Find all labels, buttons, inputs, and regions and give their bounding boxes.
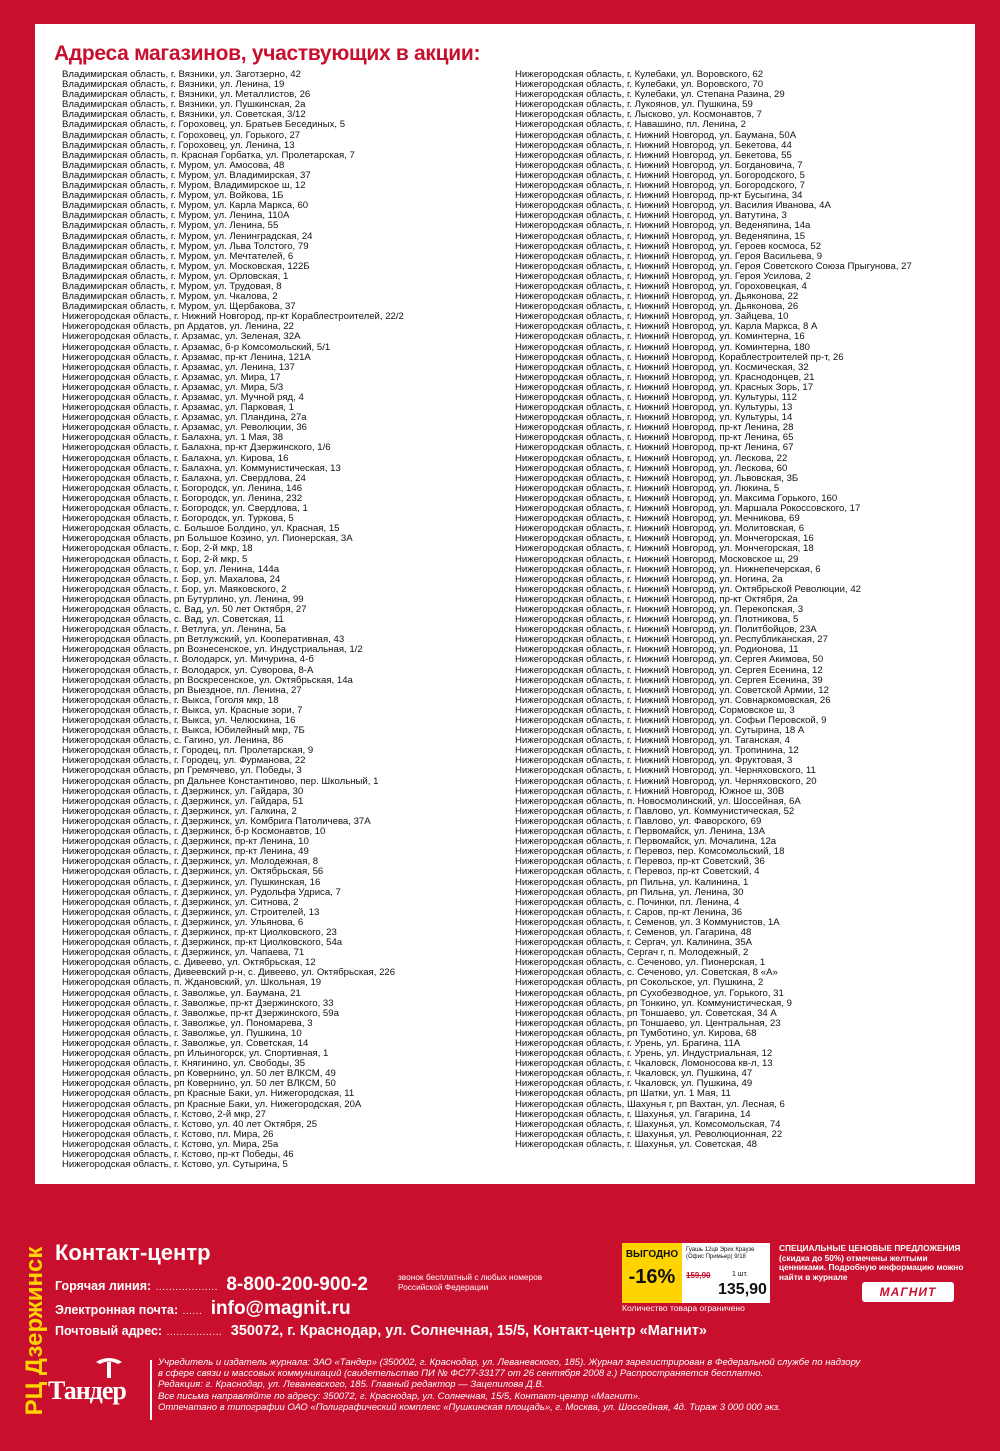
- price-tag-percent: -16%: [628, 1266, 676, 1288]
- address-item: Нижегородская область, г. Дзержинск, ул. Молодежная, 8: [62, 857, 319, 868]
- address-item: Нижегородская область, Шахунья г, рп Вахтан, ул. Лесная, 6: [515, 1099, 785, 1110]
- address-item: Нижегородская область, г. Кстово, пл. Мира, 26: [62, 1129, 274, 1140]
- address-item: Нижегородская область, г. Дзержинск, ул. Строителей, 13: [62, 907, 320, 918]
- address-item: Нижегородская область, г. Чкаловск, Ломоносова кв-л, 13: [515, 1059, 773, 1070]
- address-item: Нижегородская область, г. Семенов, ул. 3 Коммунистов, 1А: [515, 917, 780, 928]
- imprint-text: [158, 1357, 988, 1413]
- address-item: Нижегородская область, г. Нижний Новгород, пр-кт Ленина, 28: [515, 423, 794, 434]
- imprint-line: Отпечатано в типографии ОАО «Полиграфический комплекс «Пушкинская площадь», г. Москва, ул. Шоссейная, 4д. Тираж 3 000 000 экз.: [158, 1401, 781, 1413]
- address-item: Нижегородская область, г. Сергач, ул. Калинина, 35А: [515, 938, 753, 949]
- address-item: Нижегородская область, г. Нижний Новгород, ул. Перекопская, 3: [515, 604, 804, 615]
- address-item: Нижегородская область, г. Нижний Новгород, ул. Черняховского, 11: [515, 766, 816, 777]
- address-item: Нижегородская область, г. Кулебаки, ул. Воровского, 70: [515, 80, 764, 91]
- address-item: Нижегородская область, г. Арзамас, ул. Революции, 36: [62, 423, 308, 434]
- address-item: Нижегородская область, г. Нижний Новгород, ул. Краснодонцев, 21: [515, 372, 815, 383]
- brand-vertical: [20, 1236, 50, 1426]
- address-item: Нижегородская область, с. Вад, ул. 50 лет Октября, 27: [62, 604, 307, 615]
- address-item: Нижегородская область, рп Пильна, ул. Ленина, 30: [515, 887, 744, 898]
- price-tag-new-price: 135,90: [718, 1281, 767, 1298]
- address-item: Нижегородская область, г. Павлово, ул. Фаворского, 69: [515, 816, 762, 827]
- address-item: Нижегородская область, г. Ветлуга, ул. Ленина, 5а: [62, 625, 287, 636]
- address-item: Нижегородская область, рп Красные Баки, ул. Нижегородская, 11: [62, 1089, 355, 1100]
- address-item: Нижегородская область, г. Нижний Новгород, ул. Коминтерна, 16: [515, 332, 805, 343]
- address-item: Нижегородская область, п. Новосмолинский, ул. Шоссейная, 6А: [515, 796, 801, 807]
- address-item: Нижегородская область, г. Нижний Новгород, ул. Сергея Акимова, 50: [515, 655, 824, 666]
- address-item: Нижегородская область, г. Володарск, ул. Мичурина, 4-б: [62, 655, 314, 666]
- address-item: Нижегородская область, г. Нижний Новгород, ул. Василия Иванова, 4А: [515, 201, 831, 212]
- address-item: Нижегородская область, г. Нижний Новгород, ул. Ногина, 2а: [515, 574, 783, 585]
- address-item: Нижегородская область, г. Урень, ул. Брагина, 11А: [515, 1039, 741, 1049]
- address-item: Нижегородская область, рп Пильна, ул. Калинина, 1: [515, 877, 749, 888]
- address-item: Нижегородская область, г. Нижний Новгород, ул. Богдановича, 7: [515, 160, 803, 171]
- address-item: Нижегородская область, рп Тонкино, ул. Коммунистическая, 9: [515, 998, 792, 1009]
- address-item: Нижегородская область, г. Нижний Новгород, ул. Таганская, 4: [515, 736, 790, 747]
- address-item: Владимирская область, г. Гороховец, ул. Горького, 27: [62, 130, 301, 141]
- address-item: Нижегородская область, г. Нижний Новгород, ул. Тропинина, 12: [515, 746, 799, 757]
- magnit-logo: [862, 1282, 954, 1302]
- address-item: Нижегородская область, г. Чкаловск, ул. Пушкина, 49: [515, 1079, 753, 1090]
- brand-vertical-text: РЦ Дзержинск: [21, 1246, 48, 1416]
- address-item: Нижегородская область, рп Бутурлино, ул. Ленина, 99: [62, 594, 304, 605]
- address-item: Нижегородская область, г. Дзержинск, ул. Комбрига Патоличева, 37А: [62, 816, 371, 827]
- address-item: Нижегородская область, г. Нижний Новгород, ул. Родионова, 11: [515, 645, 799, 656]
- address-item: Нижегородская область, г. Богородск, ул. Ленина, 146: [62, 483, 303, 494]
- address-item: Нижегородская область, г. Нижний Новгород, ул. Максима Горького, 160: [515, 493, 838, 504]
- address-item: Нижегородская область, г. Нижний Новгород, ул. Карла Маркса, 8 А: [515, 322, 818, 333]
- address-item: Нижегородская область, г. Лысково, ул. Космонавтов, 7: [515, 110, 762, 121]
- address-item: Нижегородская область, г. Дзержинск, б-р Космонавтов, 10: [62, 827, 326, 838]
- post-address: 350072, г. Краснодар, ул. Солнечная, 15/5, Контакт-центр «Магнит»: [230, 1323, 707, 1339]
- address-item: Нижегородская область, г. Дзержинск, ул. Гайдара, 51: [62, 796, 304, 807]
- address-item: Нижегородская область, г. Нижний Новгород, ул. Дьяконова, 22: [515, 292, 799, 303]
- price-tag-discount: [622, 1243, 682, 1303]
- address-item: Нижегородская область, г. Балахна, ул. Коммунистическая, 13: [62, 463, 341, 474]
- address-item: Нижегородская область, г. Дзержинск, ул. Галкина, 2: [62, 806, 297, 817]
- address-item: Нижегородская область, г. Нижний Новгород, ул. Героев космоса, 52: [515, 241, 822, 252]
- address-item: Нижегородская область, г. Нижний Новгород, ул. Героя Советского Союза Прыгунова, 27: [515, 261, 912, 272]
- address-item: Нижегородская область, рп Тумботино, ул. Кирова, 68: [515, 1028, 757, 1039]
- address-item: Нижегородская область, г. Дзержинск, ул. Рудольфа Удриса, 7: [62, 887, 341, 898]
- address-item: Нижегородская область, рп Дальнее Константиново, пер. Школьный, 1: [62, 776, 379, 787]
- address-item: Нижегородская область, г. Шахунья, ул. Комсомольская, 74: [515, 1119, 781, 1130]
- address-item: Нижегородская область, г. Городец, пл. Пролетарская, 9: [62, 746, 314, 757]
- address-item: Нижегородская область, рп Гремячево, ул. Победы, 3: [62, 766, 302, 777]
- address-item: Нижегородская область, г. Балахна, ул. 1 Мая, 38: [62, 433, 284, 444]
- address-item: Владимирская область, г. Муром, ул. Щербакова, 37: [62, 302, 296, 313]
- address-item: Нижегородская область, г. Нижний Новгород, ул. Коминтерна, 180: [515, 342, 811, 353]
- address-item: Нижегородская область, г. Перевоз, пр-кт Советский, 36: [515, 857, 765, 868]
- address-item: Нижегородская область, г. Дзержинск, ул. Гайдара, 30: [62, 786, 304, 797]
- address-item: Нижегородская область, г. Дзержинск, пр-кт Циолковского, 54а: [62, 938, 343, 949]
- imprint-line: Учредитель и издатель журнала: ЗАО «Тандер» (350002, г. Краснодар, ул. Леваневского, 185). Журнал зарегистрирован в Федеральной службе по надзору: [158, 1357, 861, 1368]
- address-item: Нижегородская область, г. Выкса, Юбилейный мкр, 7Б: [62, 726, 305, 737]
- address-item: Нижегородская область, г. Дзержинск, ул. Ситнова, 2: [62, 897, 299, 908]
- address-item: Владимирская область, г. Муром, ул. Московская, 122Б: [62, 261, 310, 272]
- email-link[interactable]: info@magnit.ru: [210, 1298, 351, 1319]
- address-item: Нижегородская область, г. Заволжье, ул. Пушкина, 10: [62, 1028, 302, 1039]
- address-item: Нижегородская область, г. Нижний Новгород, ул. Бекетова, 44: [515, 140, 792, 151]
- address-item: Владимирская область, г. Муром, Владимирское ш, 12: [62, 181, 306, 192]
- address-item: Владимирская область, г. Муром, ул. Карла Маркса, 60: [62, 201, 309, 212]
- address-item: Нижегородская область, г. Нижний Новгород, ул. Героя Усилова, 2: [515, 271, 811, 282]
- address-item: Нижегородская область, г. Шахунья, ул. Советская, 48: [515, 1139, 757, 1150]
- address-item: Нижегородская область, г. Балахна, ул. Кирова, 16: [62, 453, 289, 464]
- address-item: Нижегородская область, г. Дзержинск, ул. Чапаева, 71: [62, 948, 305, 959]
- address-item: Нижегородская область, г. Нижний Новгород, ул. Баумана, 50А: [515, 130, 797, 141]
- address-item: Нижегородская область, г. Богородск, ул. Туркова, 5: [62, 514, 294, 525]
- address-item: Нижегородская область, г. Нижний Новгород, ул. Веденяпина, 14а: [515, 221, 811, 232]
- address-item: Нижегородская область, г. Нижний Новгород, ул. Дьяконова, 26: [515, 302, 799, 313]
- address-item: Нижегородская область, г. Выкса, Гоголя мкр, 18: [62, 695, 279, 706]
- address-item: Нижегородская область, г. Дзержинск, ул. Пушкинская, 16: [62, 877, 321, 888]
- address-item: Нижегородская область, г. Дзержинск, пр-кт Ленина, 10: [62, 837, 309, 848]
- post-dots: .................: [166, 1327, 223, 1338]
- address-item: Нижегородская область, г. Арзамас, ул. Мира, 5/3: [62, 382, 284, 393]
- address-item: Нижегородская область, г. Нижний Новгород, ул. Сергея Есенина, 12: [515, 665, 823, 676]
- address-item: Нижегородская область, г. Нижний Новгород, ул. Ватутина, 3: [515, 211, 787, 222]
- address-item: Нижегородская область, г. Первомайск, ул. Мочалина, 12а: [515, 837, 777, 848]
- address-item: Нижегородская область, г. Нижний Новгород, ул. Мечникова, 69: [515, 514, 800, 525]
- address-item: Нижегородская область, г. Выкса, ул. Красные зори, 7: [62, 705, 303, 716]
- address-item: Нижегородская область, г. Нижний Новгород, ул. Культуры, 112: [515, 393, 797, 403]
- address-item: Нижегородская область, г. Нижний Новгород, ул. Сутырина, 18 А: [515, 726, 805, 737]
- address-item: Нижегородская область, г. Богородск, ул. Свердлова, 1: [62, 504, 308, 515]
- email-label: Электронная почта:: [55, 1303, 179, 1317]
- address-item: Нижегородская область, г. Шахунья, ул. Гагарина, 14: [515, 1109, 751, 1120]
- address-item: Нижегородская область, рп Тоншаево, ул. Советская, 34 А: [515, 1008, 777, 1019]
- address-item: Владимирская область, г. Муром, ул. Амосова, 48: [62, 160, 285, 171]
- address-item: Нижегородская область, с. Большое Болдино, ул. Красная, 15: [62, 524, 340, 535]
- address-item: Нижегородская область, г. Нижний Новгород, пр-кт Ленина, 67: [515, 443, 794, 454]
- address-item: Нижегородская область, рп Сокольское, ул. Пушкина, 2: [515, 978, 764, 989]
- address-item: Нижегородская область, рп Вознесенское, ул. Индустриальная, 1/2: [62, 645, 363, 656]
- address-item: Нижегородская область, г. Нижний Новгород, ул. Маршала Рокоссовского, 17: [515, 504, 861, 515]
- address-item: Нижегородская область, рп Ильиногорск, ул. Спортивная, 1: [62, 1049, 329, 1060]
- special-offers-text: СПЕЦИАЛЬНЫЕ ЦЕНОВЫЕ ПРЕДЛОЖЕНИЯ (скидка до 50%) отмечены желтыми ценниками. Подробную информацию можно найти в журнале: [779, 1243, 964, 1282]
- address-item: Нижегородская область, г. Чкаловск, ул. Пушкина, 47: [515, 1069, 753, 1080]
- address-item: Нижегородская область, г. Заволжье, пр-кт Дзержинского, 59а: [62, 1008, 339, 1019]
- address-list-left: [62, 70, 502, 1170]
- address-item: Владимирская область, г. Муром, ул. Чкалова, 2: [62, 292, 278, 303]
- address-item: Нижегородская область, г. Выкса, ул. Челюскина, 16: [62, 716, 296, 726]
- address-item: Владимирская область, г. Вязники, ул. Ленина, 19: [62, 80, 285, 91]
- hotline-label: Горячая линия:: [55, 1279, 152, 1293]
- address-item: Нижегородская область, г. Арзамас, ул. Пландина, 27а: [62, 413, 307, 424]
- address-item: Нижегородская область, г. Нижний Новгород, ул. Культуры, 14: [515, 413, 793, 424]
- price-tag-old-price: 159,90: [686, 1271, 711, 1280]
- address-item: Нижегородская область, г. Кстово, ул. 40 лет Октября, 25: [62, 1119, 318, 1130]
- address-item: Нижегородская область, рп Красные Баки, ул. Нижегородская, 20А: [62, 1099, 362, 1110]
- address-item: Нижегородская область, г. Нижний Новгород, ул. Октябрьской Революции, 42: [515, 584, 861, 595]
- address-item: Нижегородская область, г. Бор, ул. Махалова, 24: [62, 574, 281, 585]
- address-item: Нижегородская область, г. Кстово, пр-кт Победы, 46: [62, 1150, 294, 1161]
- address-item: Нижегородская область, г. Нижний Новгород, ул. Героя Васильева, 9: [515, 251, 823, 262]
- address-item: Нижегородская область, г. Арзамас, пр-кт Ленина, 121А: [62, 352, 311, 363]
- tander-logo-text: Тандер: [48, 1376, 126, 1405]
- address-item: Нижегородская область, с. Гагино, ул. Ленина, 86: [62, 736, 284, 747]
- contact-center-title: Контакт-центр: [55, 1240, 211, 1265]
- page-title: Адреса магазинов, участвующих в акции:: [54, 42, 481, 65]
- address-item: Владимирская область, г. Муром, ул. Войкова, 1Б: [62, 191, 284, 202]
- address-item: Владимирская область, г. Муром, ул. Владимирская, 37: [62, 170, 311, 181]
- address-item: Нижегородская область, г. Арзамас, ул. Мира, 17: [62, 372, 281, 383]
- address-item: Нижегородская область, г. Нижний Новгород, пр-кт Ленина, 65: [515, 433, 794, 444]
- address-item: Нижегородская область, г. Нижний Новгород, ул. Культуры, 13: [515, 403, 793, 414]
- address-item: Нижегородская область, г. Нижний Новгород, Сормовское ш, 3: [515, 705, 795, 716]
- address-item: Владимирская область, п. Красная Горбатка, ул. Пролетарская, 7: [62, 150, 355, 161]
- address-item: Нижегородская область, г. Кстово, ул. Сутырина, 5: [62, 1160, 288, 1171]
- address-item: Нижегородская область, г. Богородск, ул. Ленина, 232: [62, 493, 303, 504]
- address-item: Нижегородская область, г. Заволжье, ул. Советская, 14: [62, 1039, 309, 1049]
- address-item: Нижегородская область, рп Большое Козино, ул. Пионерская, 3А: [62, 534, 353, 545]
- imprint-line: Редакция: г. Краснодар, ул. Леваневского, 185. Главный редактор — Зацепилова Д.В.: [158, 1379, 545, 1391]
- address-item: Нижегородская область, г. Дзержинск, пр-кт Ленина, 49: [62, 847, 309, 858]
- address-item: Нижегородская область, рп Ковернино, ул. 50 лет ВЛКСМ, 50: [62, 1079, 336, 1090]
- address-item: Владимирская область, г. Гороховец, ул. Братьев Бесединых, 5: [62, 120, 346, 131]
- address-item: Нижегородская область, г. Нижний Новгород, Кораблестроителей пр-т, 26: [515, 352, 844, 363]
- address-item: Владимирская область, г. Вязники, ул. Пушкинская, 2а: [62, 100, 306, 111]
- address-item: Нижегородская область, г. Заволжье, ул. Пономарева, 3: [62, 1018, 313, 1029]
- address-item: Владимирская область, г. Вязники, ул. Советская, 3/12: [62, 110, 306, 121]
- address-item: Нижегородская область, г. Нижний Новгород, ул. Плотникова, 5: [515, 615, 799, 626]
- address-item: Нижегородская область, г. Нижний Новгород, ул. Богородского, 5: [515, 170, 805, 181]
- address-list-right: [515, 70, 955, 1150]
- address-item: Владимирская область, г. Муром, ул. Ленина, 55: [62, 221, 279, 232]
- address-item: Нижегородская область, г. Нижний Новгород, Московское ш, 29: [515, 554, 799, 565]
- address-item: Нижегородская область, г. Дзержинск, пр-кт Циолковского, 23: [62, 927, 337, 938]
- address-item: Нижегородская область, г. Нижний Новгород, ул. Фруктовая, 3: [515, 756, 793, 767]
- address-item: Нижегородская область, г. Нижний Новгород, ул. Бекетова, 55: [515, 150, 792, 161]
- address-item: Нижегородская область, Сергач г, п. Молодежный, 2: [515, 948, 749, 959]
- address-item: Владимирская область, г. Гороховец, ул. Ленина, 13: [62, 140, 295, 151]
- address-item: Нижегородская область, г. Нижний Новгород, ул. Совнаркомовская, 26: [515, 695, 831, 706]
- hotline-note: звонок бесплатный с любых номеров Российской Федерации: [398, 1272, 543, 1292]
- address-item: Нижегородская область, рп Ковернино, ул. 50 лет ВЛКСМ, 49: [62, 1069, 336, 1080]
- address-item: Нижегородская область, г. Нижний Новгород, Южное ш, 30В: [515, 786, 785, 797]
- address-item: Нижегородская область, г. Заволжье, ул. Баумана, 21: [62, 988, 301, 999]
- address-item: Нижегородская область, г. Бор, 2-й мкр, 5: [62, 554, 248, 565]
- address-item: Нижегородская область, г. Нижний Новгород, ул. Веденяпина, 15: [515, 231, 806, 242]
- hotline-row: [55, 1274, 368, 1296]
- address-item: Нижегородская область, п. Ждановский, ул. Школьная, 19: [62, 978, 322, 989]
- address-item: Нижегородская область, г. Городец, ул. Фурманова, 22: [62, 756, 306, 767]
- address-item: Нижегородская область, г. Нижний Новгород, пр-кт Октября, 2а: [515, 594, 798, 605]
- address-item: Нижегородская область, с. Дивеево, ул. Октябрьская, 12: [62, 958, 316, 969]
- address-item: Владимирская область, г. Муром, ул. Льва Толстого, 79: [62, 241, 309, 252]
- address-item: Нижегородская область, г. Кулебаки, ул. Воровского, 62: [515, 70, 764, 80]
- tander-mark-icon: [94, 1354, 124, 1378]
- address-item: Нижегородская область, г. Нижний Новгород, пр-кт Кораблестроителей, 22/2: [62, 312, 404, 323]
- address-item: Нижегородская область, г. Навашино, пл. Ленина, 2: [515, 120, 746, 131]
- address-item: Нижегородская область, г. Кстово, 2-й мкр, 27: [62, 1109, 266, 1120]
- address-item: Нижегородская область, г. Нижний Новгород, ул. Красных Зорь, 17: [515, 382, 814, 393]
- address-item: Нижегородская область, г. Лукоянов, ул. Пушкина, 59: [515, 100, 753, 111]
- address-item: Нижегородская область, г. Нижний Новгород, ул. Республиканская, 27: [515, 635, 828, 646]
- address-item: Нижегородская область, г. Балахна, пр-кт Дзержинского, 1/6: [62, 443, 331, 454]
- address-item: Владимирская область, г. Муром, ул. Ленина, 110А: [62, 211, 290, 222]
- address-item: Нижегородская область, рп Сухобезводное, ул. Горького, 31: [515, 988, 784, 999]
- address-item: Нижегородская область, г. Павлово, ул. Коммунистическая, 52: [515, 806, 795, 817]
- address-item: Нижегородская область, г. Нижний Новгород, ул. Молитовская, 6: [515, 524, 805, 535]
- address-item: Нижегородская область, с. Вад, ул. Советская, 11: [62, 615, 284, 626]
- email-row: [55, 1298, 351, 1320]
- address-item: Нижегородская область, г. Урень, ул. Индустриальная, 12: [515, 1049, 773, 1060]
- address-item: Нижегородская область, г. Бор, ул. Ленина, 144а: [62, 564, 280, 575]
- hotline-dots: ...................: [155, 1282, 218, 1293]
- address-item: Нижегородская область, г. Володарск, ул. Суворова, 8-А: [62, 665, 314, 676]
- address-item: Нижегородская область, г. Нижний Новгород, ул. Мончегорская, 16: [515, 534, 814, 545]
- imprint-line: Все письма направляйте по адресу: 350072, г. Краснодар, ул. Солнечная, 15/5, Контакт-центр «Магнит».: [158, 1390, 641, 1402]
- address-item: Нижегородская область, г. Нижний Новгород, ул. Богородского, 7: [515, 181, 805, 192]
- address-item: Нижегородская область, г. Перевоз, пер. Комсомольский, 18: [515, 847, 785, 858]
- address-item: Нижегородская область, г. Нижний Новгород, ул. Космическая, 32: [515, 362, 809, 373]
- address-item: Нижегородская область, с. Сеченово, ул. Советская, 8 «А»: [515, 968, 778, 979]
- address-item: Владимирская область, г. Вязники, ул. Металлистов, 26: [62, 90, 311, 101]
- address-item: Нижегородская область, рп Тоншаево, ул. Центральная, 23: [515, 1018, 781, 1029]
- address-item: Нижегородская область, г. Арзамас, ул. Зеленая, 32А: [62, 332, 301, 343]
- address-item: Нижегородская область, г. Нижний Новгород, ул. Нижнепечерская, 6: [515, 564, 821, 575]
- address-item: Нижегородская область, г. Нижний Новгород, ул. Зайцева, 10: [515, 312, 789, 323]
- address-item: Нижегородская область, г. Нижний Новгород, ул. Лескова, 22: [515, 453, 788, 464]
- address-item: Нижегородская область, с. Починки, пл. Ленина, 4: [515, 897, 740, 908]
- address-item: Нижегородская область, г. Нижний Новгород, ул. Сергея Есенина, 39: [515, 675, 823, 686]
- address-item: Нижегородская область, г. Нижний Новгород, ул. Политбойцов, 23А: [515, 625, 817, 636]
- address-item: Нижегородская область, г. Кулебаки, ул. Степана Разина, 29: [515, 90, 785, 101]
- post-row: [55, 1322, 707, 1340]
- address-item: Нижегородская область, г. Дзержинск, ул. Октябрьская, 56: [62, 867, 324, 878]
- address-panel: [35, 24, 975, 1184]
- address-item: Владимирская область, г. Муром, ул. Ленинградская, 24: [62, 231, 313, 242]
- address-item: Нижегородская область, г. Бор, ул. Маяковского, 2: [62, 584, 287, 595]
- address-item: Владимирская область, г. Муром, ул. Трудовая, 8: [62, 281, 282, 292]
- magnit-logo-text: МАГНИТ: [879, 1285, 937, 1299]
- address-item: Нижегородская область, г. Семенов, ул. Гагарина, 48: [515, 927, 752, 938]
- price-tag-word: ВЫГОДНО: [625, 1249, 679, 1260]
- address-item: Нижегородская область, рп Шатки, ул. 1 Мая, 11: [515, 1089, 731, 1100]
- address-item: Нижегородская область, г. Княгинино, ул. Свободы, 35: [62, 1059, 306, 1070]
- address-item: Нижегородская область, рп Выездное, пл. Ленина, 27: [62, 685, 302, 696]
- address-item: Нижегородская область, г. Нижний Новгород, ул. Советской Армии, 12: [515, 685, 829, 696]
- address-item: Нижегородская область, г. Нижний Новгород, пр-кт Бусыгина, 34: [515, 191, 803, 202]
- price-tag-qty: 1 шт.: [732, 1271, 748, 1278]
- address-item: Владимирская область, г. Вязники, ул. Заготзерно, 42: [62, 70, 301, 80]
- promo-limit-note: Количество товара ограничено: [622, 1303, 745, 1313]
- address-item: Нижегородская область, рп Ветлужский, ул. Кооперативная, 43: [62, 635, 345, 646]
- address-item: Нижегородская область, г. Арзамас, б-р Комсомольский, 5/1: [62, 342, 331, 353]
- address-item: Владимирская область, г. Муром, ул. Орловская, 1: [62, 271, 289, 282]
- address-item: Нижегородская область, г. Кстово, ул. Мира, 25а: [62, 1139, 279, 1150]
- imprint-line: в сфере связи и массовых коммуникаций (свидетельство ПИ № ФС77-33177 от 26 сентября 2008 г.) Распространяется бесплатно.: [158, 1368, 764, 1380]
- footer-divider: [150, 1360, 152, 1420]
- address-item: Нижегородская область, г. Нижний Новгород, ул. Черняховского, 20: [515, 776, 817, 787]
- address-item: Нижегородская область, рп Ардатов, ул. Ленина, 22: [62, 322, 294, 333]
- address-item: Нижегородская область, г. Балахна, ул. Свердлова, 24: [62, 473, 306, 484]
- address-item: Нижегородская область, Дивеевский р-н, с. Дивеево, ул. Октябрьская, 226: [62, 968, 396, 979]
- address-item: Нижегородская область, рп Воскресенское, ул. Октябрьская, 14а: [62, 675, 353, 686]
- address-item: Владимирская область, г. Муром, ул. Мечтателей, 6: [62, 251, 294, 262]
- price-tag-product: Гуашь 12цв Эрих Краузе (Офис Примьер) 9/18: [686, 1247, 755, 1260]
- post-label: Почтовый адрес:: [55, 1324, 163, 1338]
- address-item: Нижегородская область, г. Бор, 2-й мкр, 18: [62, 544, 253, 555]
- address-item: Нижегородская область, г. Перевоз, пр-кт Советский, 4: [515, 867, 760, 878]
- address-item: Нижегородская область, г. Нижний Новгород, ул. Львовская, 3Б: [515, 473, 799, 484]
- address-item: Нижегородская область, г. Нижний Новгород, ул. Гороховецкая, 4: [515, 281, 807, 292]
- address-item: Нижегородская область, г. Дзержинск, ул. Ульянова, 6: [62, 917, 304, 928]
- address-item: Нижегородская область, г. Арзамас, ул. Ленина, 137: [62, 362, 295, 373]
- address-item: Нижегородская область, г. Арзамас, ул. Парковая, 1: [62, 403, 294, 414]
- email-dots: ......: [182, 1306, 203, 1317]
- address-item: Нижегородская область, г. Арзамас, ул. Мучной ряд, 4: [62, 393, 304, 403]
- address-item: Нижегородская область, г. Нижний Новгород, ул. Софьи Перовской, 9: [515, 716, 827, 726]
- address-item: Нижегородская область, г. Нижний Новгород, ул. Лескова, 60: [515, 463, 788, 474]
- hotline-number[interactable]: 8-800-200-900-2: [226, 1274, 368, 1295]
- address-item: Нижегородская область, г. Саров, пр-кт Ленина, 36: [515, 907, 743, 918]
- address-item: Нижегородская область, г. Первомайск, ул. Ленина, 13А: [515, 827, 765, 838]
- address-item: Нижегородская область, г. Шахунья, ул. Революционная, 22: [515, 1129, 783, 1140]
- address-item: Нижегородская область, с. Сеченово, ул. Пионерская, 1: [515, 958, 766, 969]
- tander-logo: [48, 1354, 148, 1414]
- price-tag-sample: [622, 1243, 770, 1303]
- address-item: Нижегородская область, г. Нижний Новгород, ул. Люкина, 5: [515, 483, 780, 494]
- address-item: Нижегородская область, г. Заволжье, пр-кт Дзержинского, 33: [62, 998, 334, 1009]
- address-item: Нижегородская область, г. Нижний Новгород, ул. Мончегорская, 18: [515, 544, 814, 555]
